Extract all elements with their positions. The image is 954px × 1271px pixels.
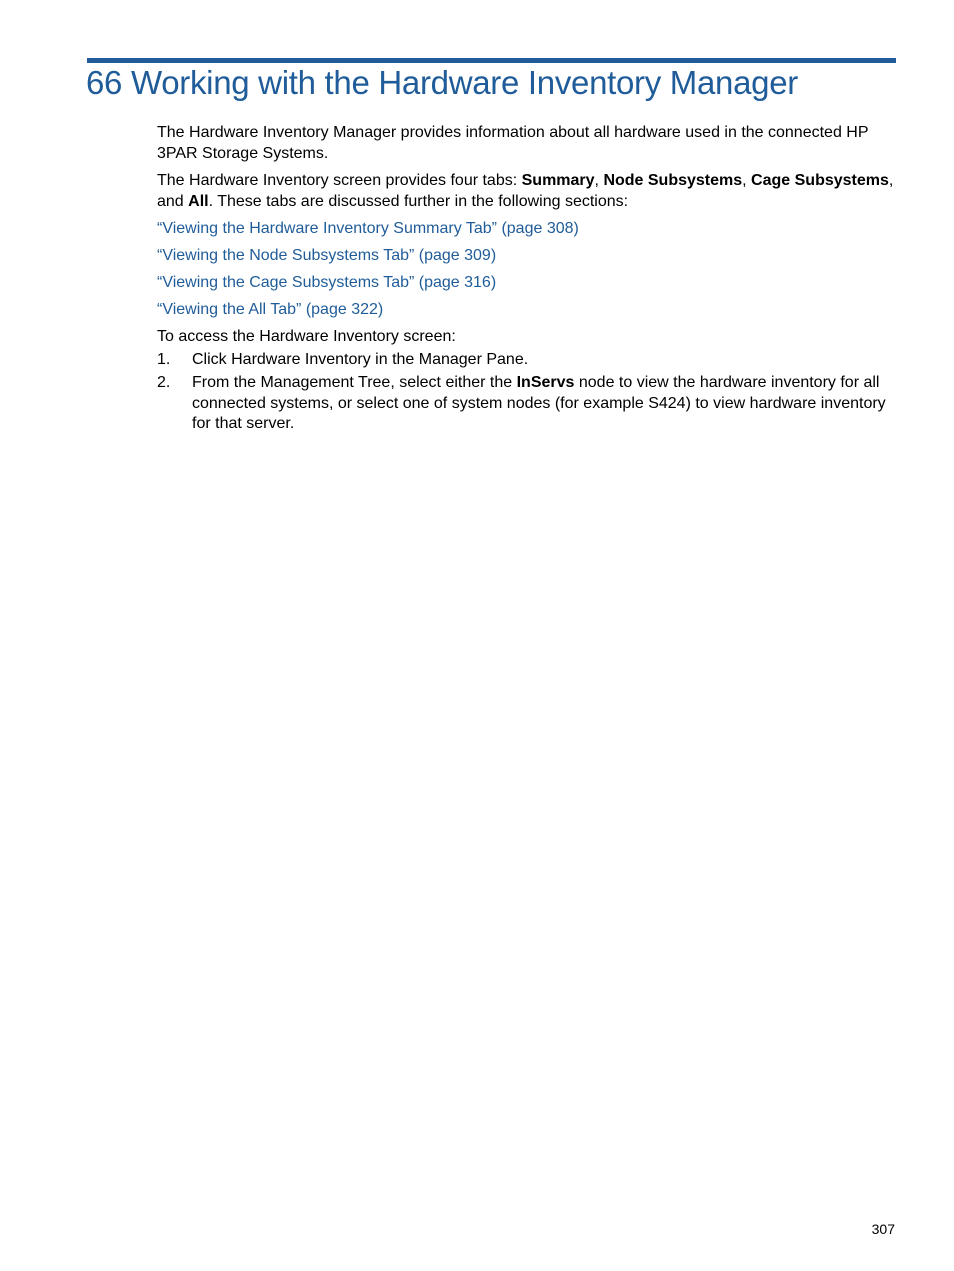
cross-reference-item (157, 219, 897, 240)
separator: , (594, 172, 604, 189)
cross-reference-item (157, 273, 897, 294)
tab-name-all: All (188, 192, 209, 210)
step-text (192, 374, 886, 432)
step-text-pre: From the Management Tree, select either the (192, 374, 517, 391)
procedure-step (157, 373, 897, 435)
access-lead (157, 327, 897, 348)
procedure-steps (157, 350, 897, 435)
intro-paragraph (157, 123, 897, 164)
procedure-step (157, 350, 897, 371)
tabs-tail-text: . These tabs are discussed further in the following sections: (208, 192, 629, 210)
cross-reference-item (157, 300, 897, 321)
cross-reference-item (157, 246, 897, 267)
step-text: Click Hardware Inventory in the Manager Pane. (192, 350, 529, 368)
tabs-lead-text: The Hardware Inventory screen provides four tabs: (157, 172, 522, 189)
page-number: 307 (871, 1221, 895, 1237)
link-node-subsystems-tab[interactable]: “Viewing the Node Subsystems Tab” (page 309) (157, 247, 497, 264)
chapter-title: 66 Working with the Hardware Inventory Manager (86, 64, 798, 101)
access-lead-text: To access the Hardware Inventory screen: (157, 328, 456, 345)
tab-name-cage-subsystems: Cage Subsystems (751, 172, 889, 189)
intro-text: The Hardware Inventory Manager provides information about all hardware used in the connected HP 3PAR Storage Systems. (157, 124, 869, 162)
separator: , and (157, 172, 894, 210)
step-text-post: node to view the hardware inventory for all connected systems, or select one of system nodes (for example S424) to view hardware inventory for that server. (192, 374, 886, 432)
body-content (157, 123, 897, 438)
link-cage-subsystems-tab[interactable]: “Viewing the Cage Subsystems Tab” (page 316) (157, 274, 497, 291)
inservs-node-name: InServs (516, 374, 575, 391)
tabs-paragraph (157, 171, 897, 212)
step-number: 1. (157, 350, 171, 368)
tab-name-summary: Summary (521, 172, 595, 189)
step-number: 2. (157, 374, 171, 391)
link-summary-tab[interactable]: “Viewing the Hardware Inventory Summary Tab” (page 308) (157, 220, 579, 237)
chapter-top-rule (87, 58, 896, 63)
link-all-tab[interactable]: “Viewing the All Tab” (page 322) (157, 301, 384, 318)
separator: , (742, 172, 752, 189)
tab-name-node-subsystems: Node Subsystems (603, 172, 743, 189)
